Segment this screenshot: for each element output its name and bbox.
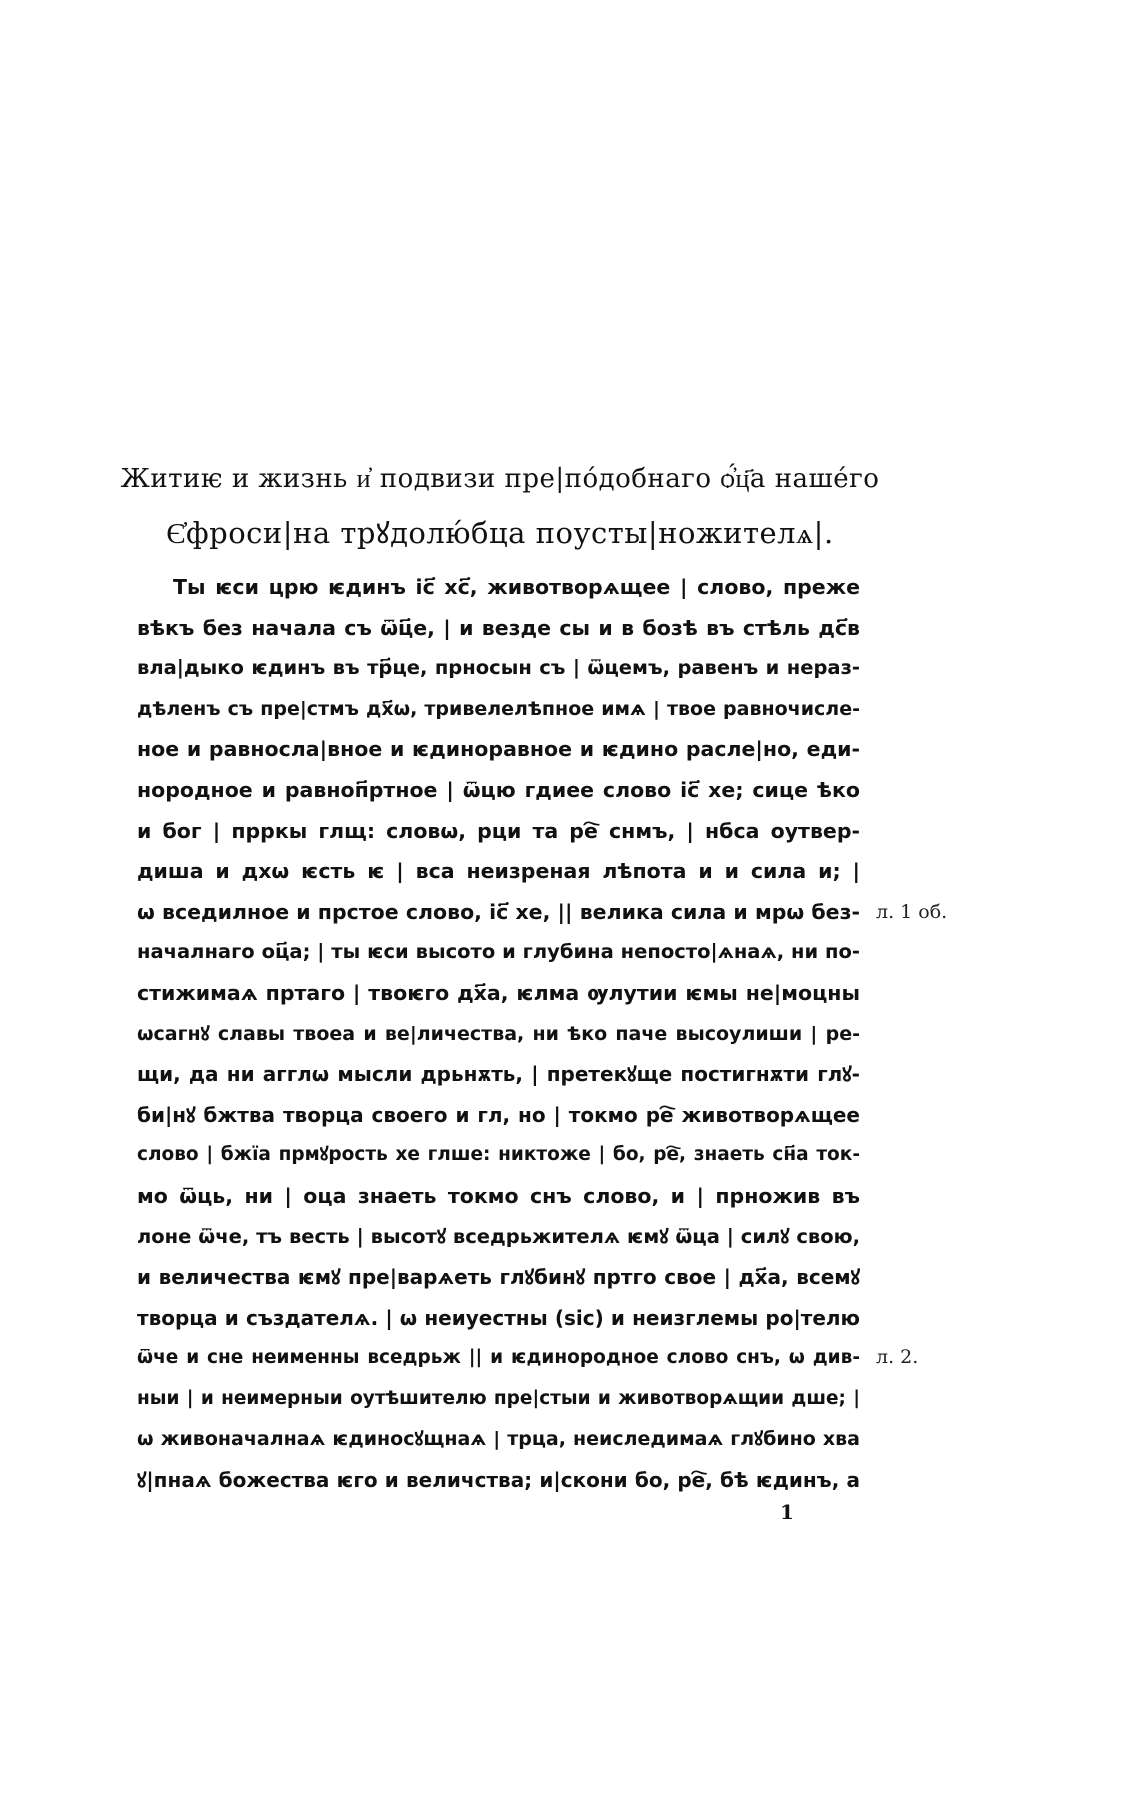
body-line: нородное и равноп҃ртное | ѿцю гдиее слово іс҃ хе; сице ѣко [137, 777, 860, 802]
body-line: щи, да ни агглѡ мысли дрьнѫть, | претекꙋще постигнѫти глꙋ- [137, 1062, 860, 1087]
body-line: ѡсагнꙋ славы твоеа и ве|личества, ни ѣко паче высоулиши | ре- [137, 1022, 860, 1045]
body-line: ныи | и неимерныи оутѣшителю пре|стыи и животворѧщии дше; | [137, 1387, 860, 1409]
body-line: творца и създателѧ. | ѡ неиуестны (sic) и неизглемы ро|телю [137, 1305, 860, 1330]
body-line: началнаго оц҃а; | ты ѥси высото и глубина непосто|ѧнаѧ, ни по- [137, 940, 860, 964]
body-line: би|нꙋ бжтва творца своего и гл, но | токмо ре҇ животворѧщее [137, 1102, 860, 1127]
body-line: диша и дхѡ ѥсть ѥ | вса неизреная лѣпота и и сила и; | [137, 859, 860, 884]
body-line: и бог | прркы глщ: словѡ, рци та ре҇ снмъ, | нбса оутвер- [137, 818, 860, 843]
body-line: Ты ѥси црю ѥдинъ іс҃ хс҃, животворѧщее | слово, преже [173, 575, 860, 599]
body-line: ѡ вседилное и прстое слово, іс҃ хе, || велика сила и мрѡ без- [137, 899, 860, 924]
body-line: дѣленъ съ пре|стмъ дх҃ѡ, тривелелѣпное имѧ | твое равночисле- [137, 697, 860, 720]
body-line: ѡ живоначалнаѧ ѥдиносꙋщнаѧ | трца, неиследимаѧ глꙋбино хва [137, 1428, 860, 1451]
body-line: ꙋ|пнаѧ божества ѥго и величства; и|скони бо, ре҇, бѣ ѥдинъ, а [137, 1468, 860, 1493]
body-line: лоне ѿче, тъ весть | высотꙋ вседрьжителѧ ѥмꙋ ѿца | силꙋ свою, [137, 1224, 860, 1248]
body-line: и величества ѥмꙋ пре|варѧеть глꙋбинꙋ пртго свое | дх҃а, всемꙋ [137, 1265, 860, 1290]
body-line: ѿче и сне неименны вседрьж || и ѥдинородное слово снъ, ѡ див- [137, 1347, 860, 1369]
body-line: слово | бжїа прмꙋрость хе глше: никтоже | бо, ре҇, знаеть сн҃а ток- [137, 1144, 860, 1166]
margin-note-folio: л. 2. [876, 1346, 919, 1368]
body-line: стижимаѧ пртаго | твоѥго дх҃а, ѥлма ѹлутии ѥмы не|моцны [137, 980, 860, 1005]
body-line: мо ѿць, ни | оца знаеть токмо снъ слово, и | прножив въ [137, 1183, 860, 1208]
page-number: 1 [780, 1500, 794, 1524]
margin-note-folio: л. 1 об. [876, 901, 948, 923]
page-title [120, 452, 880, 560]
body-line: ное и равносла|вное и ѥдиноравное и ѥдино расле|но, еди- [137, 737, 860, 762]
title-line: Житиѥ и жизнь и҆ подвизи пре|по́добнаго ѻ҆́ц҃а наше́го [120, 464, 880, 494]
body-line: вѣкъ без начала съ ѿц҃е, | и везде сы и в бозѣ въ стѣль дс҃в [137, 615, 860, 640]
title-line: Є҆фроси|на трꙋдолю́бца поусты|ножителѧ|. [166, 516, 834, 550]
body-text [137, 567, 860, 1501]
body-line: вла|дыко ѥдинъ въ тр҃це, прносын съ | ѿцемъ, равенъ и нераз- [137, 656, 860, 680]
